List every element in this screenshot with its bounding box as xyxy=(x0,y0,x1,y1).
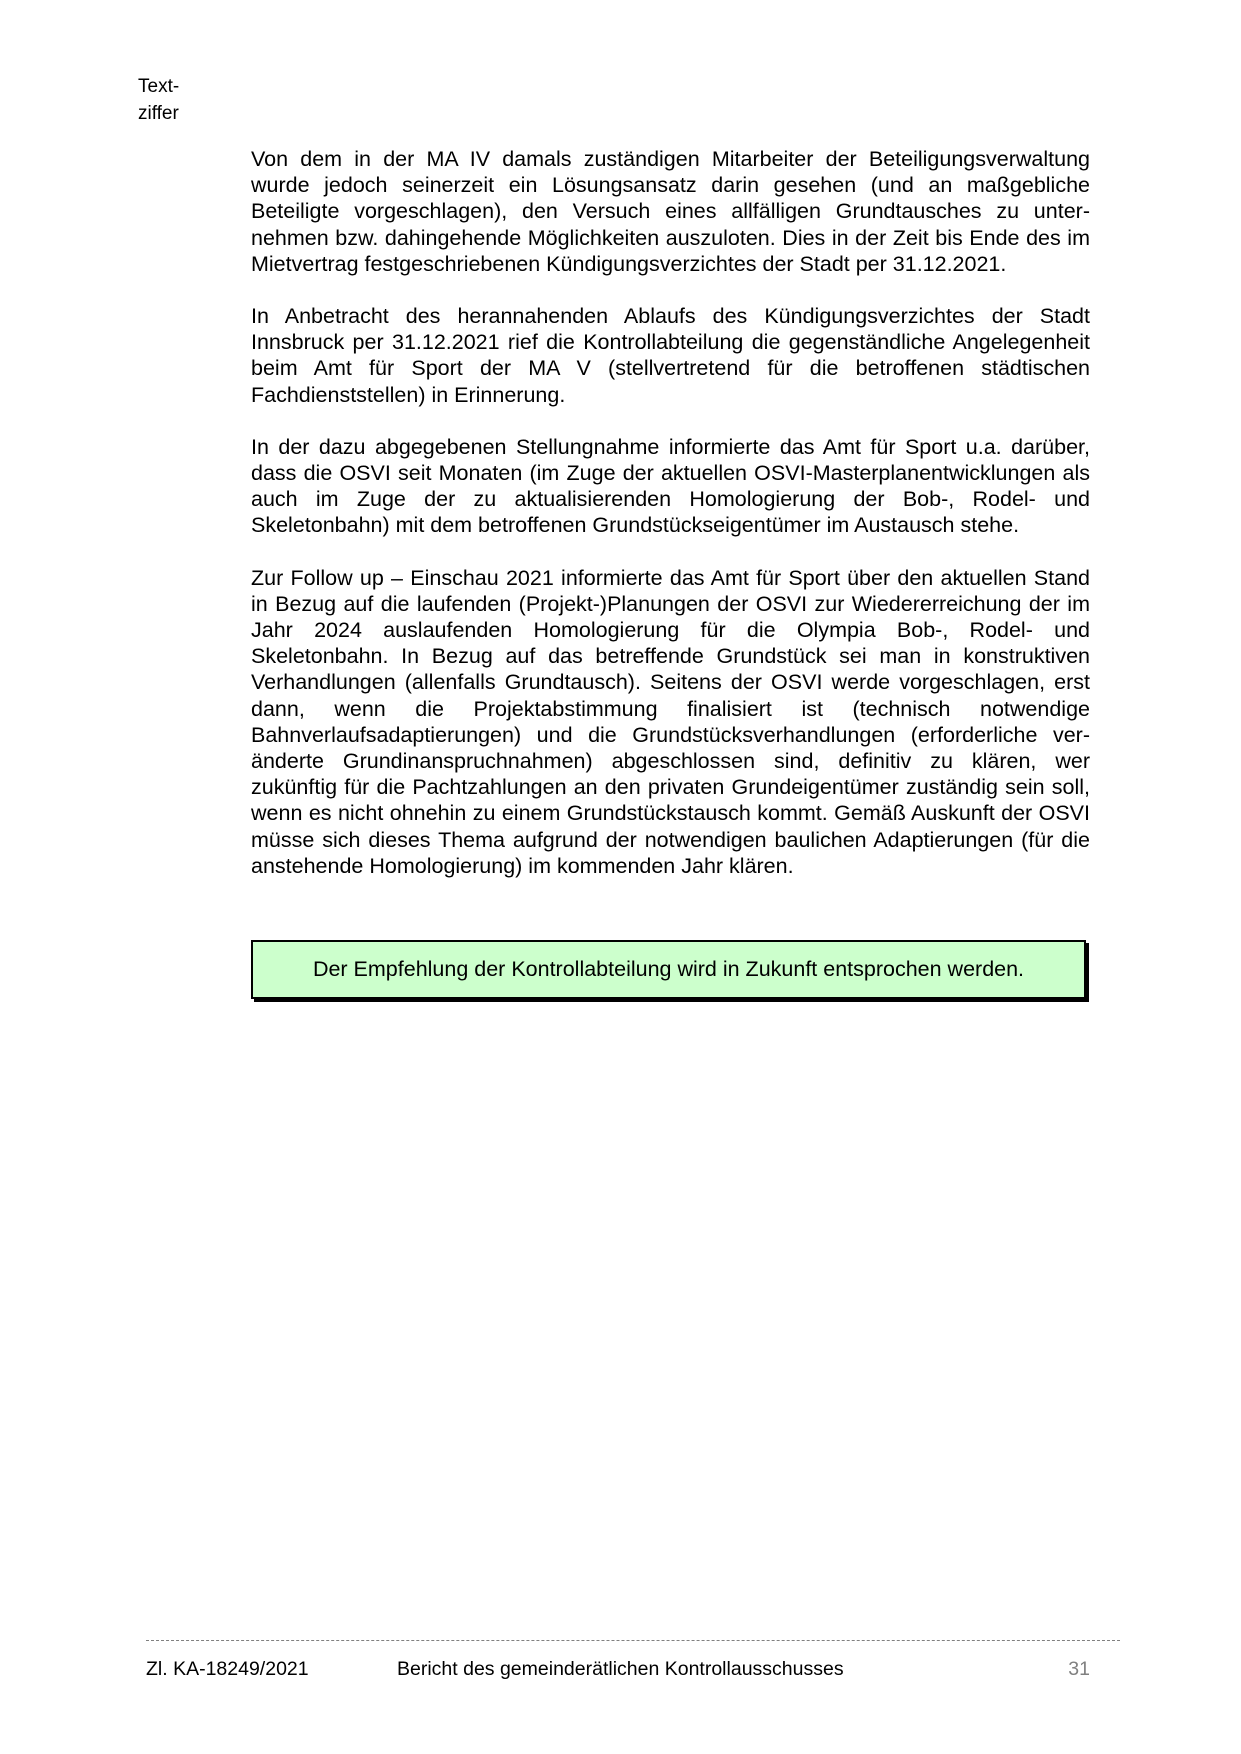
recommendation-text: Der Empfehlung der Kontrollabteilung wird in Zukunft entsprochen werden. xyxy=(312,957,1025,981)
paragraph-stellungnahme: In der dazu abgegebenen Stellungnahme informierte das Amt für Sport u.a. darüber, dass die OSVI seit Monaten (im Zuge der aktuellen OSVI-Masterplanentwicklungen als auch im Zuge der zu aktualisierenden Homologierung der Bob-, Rodel- und Skeletonbahn) mit dem betroffenen Grundstückseigentümer im Austausch stehe. xyxy=(251,434,1090,538)
paragraph-grundtausch: Von dem in der MA IV damals zuständigen Mitarbeiter der Beteiligungsverwaltung wurde jedoch seinerzeit ein Lösungsansatz darin gesehen (und an maßgebliche Beteiligte vorgeschlagen), den Versuch eines allfälligen Grundtausches zu unternehmen bzw. dahingehende Möglichkeiten auszuloten. Dies in der Zeit bis Ende des im Mietvertrag festgeschriebenen Kündigungsverzichtes der Stadt per 31.12.2021. xyxy=(251,147,1090,276)
footer-reference-number: Zl. KA-18249/2021 xyxy=(146,1658,309,1680)
footer-page-number: 31 xyxy=(1068,1658,1090,1680)
report-body xyxy=(251,146,1090,905)
margin-label-textziffer xyxy=(138,73,179,127)
footer-divider xyxy=(146,1640,1120,1641)
recommendation-box xyxy=(251,940,1086,999)
margin-label-line-2: ziffer xyxy=(138,103,179,124)
page-footer xyxy=(146,1656,1090,1682)
footer-report-title: Bericht des gemeinderätlichen Kontrollausschusses xyxy=(397,1658,844,1680)
paragraph-kuendigungsverzicht: In Anbetracht des herannahenden Ablaufs des Kündigungsverzichtes der Stadt Innsbruck per 31.12.2021 rief die Kontrollabteilung die gegenständliche Angelegenheit beim Amt für Sport der MA V (stellvertretend für die betroffenen städtischen Fachdienststellen) in Erinnerung. xyxy=(251,304,1090,407)
margin-label-line-1: Text- xyxy=(138,76,180,97)
paragraph-follow-up: Zur Follow up – Einschau 2021 informierte das Amt für Sport über den aktuellen Stand in Bezug auf die laufenden (Projekt-)Planungen der OSVI zur Wiedererreichung der im Jahr 2024 auslaufenden Homologierung für die Olympia Bob-, Rodel- und Skeletonbahn. In Bezug auf das betreffende Grundstück sei man in konstruktiven Verhandlungen (allenfalls Grundtausch). Seitens der OSVI werde vorgeschlagen, erst dann, wenn die Projektabstimmung finalisiert ist (technisch notwendige Bahnverlaufsadaptierungen) und die Grundstücksverhandlungen (erforderliche veränderte Grundinanspruchnahmen) abgeschlossen sind, definitiv zu klären, wer zukünftig für die Pachtzahlungen an den privaten Grundeigentümer zuständig sein soll, wenn es nicht ohnehin zu einem Grundstückstausch kommt. Gemäß Auskunft der OSVI müsse sich dieses Thema aufgrund der notwendigen baulichen Adaptierungen (für die anstehende Homologierung) im kommenden Jahr klären. xyxy=(251,565,1090,878)
